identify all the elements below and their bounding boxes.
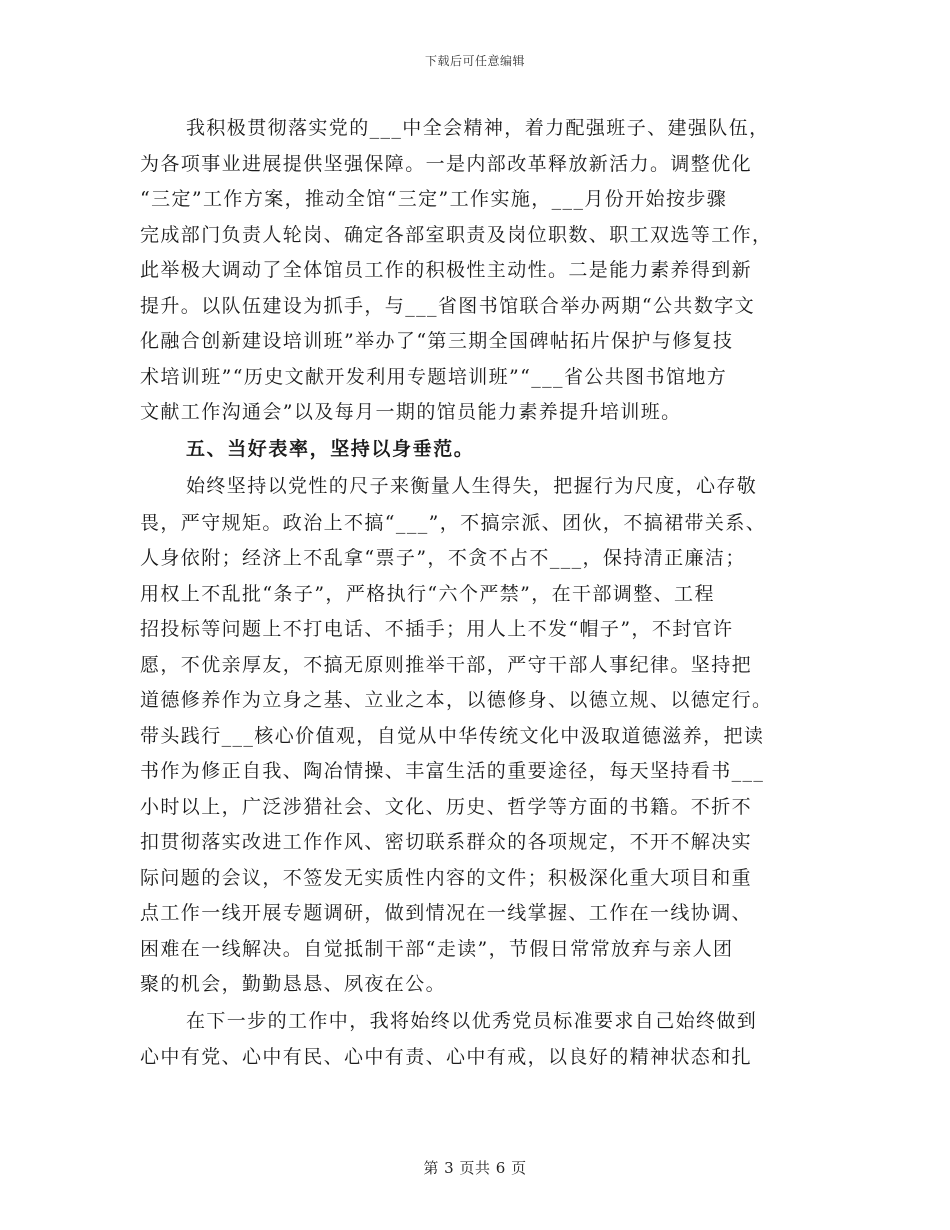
body-line: 愿，不优亲厚友，不搞无原则推举干部，严守干部人事纪律。坚持把	[140, 653, 753, 676]
body-line: 为各项事业进展提供坚强保障。一是内部改革释放新活力。调整优化	[140, 152, 753, 175]
document-body	[140, 111, 812, 1076]
body-line: “三定”工作方案，推动全馆“三定”工作实施，___月份开始按步骤	[140, 188, 728, 210]
body-line: 招投标等问题上不打电话、不插手；用人上不发“帽子”，不封官许	[140, 618, 734, 640]
body-line: 文献工作沟通会”以及每月一期的馆员能力素养提升培训班。	[140, 401, 682, 423]
body-line: 人身依附；经济上不乱拿“票子”，不贪不占不___，保持清正廉洁；	[140, 547, 746, 569]
body-line: 聚的机会，勤勤恳恳、夙夜在公。	[140, 973, 447, 995]
body-line: 心中有党、心中有民、心中有责、心中有戒，以良好的精神状态和扎	[140, 1046, 753, 1068]
body-line: 术培训班”“历史文献开发利用专题培训班”“___省公共图书馆地方	[140, 365, 728, 388]
body-line: 际问题的会议，不签发无实质性内容的文件；积极深化重大项目和重	[140, 866, 753, 889]
section-heading: 五、当好表率，坚持以身垂范。	[186, 437, 475, 460]
body-line: 小时以上，广泛涉猎社会、文化、历史、哲学等方面的书籍。不折不	[140, 795, 753, 818]
body-line: 化融合创新建设培训班”举办了“第三期全国碑帖拓片保护与修复技	[140, 330, 734, 352]
body-line: 书作为修正自我、陶冶情操、丰富生活的重要途径，每天坚持看书___	[140, 760, 765, 782]
page-footer: 第 3 页共 6 页	[423, 1159, 527, 1177]
body-line: 在下一步的工作中，我将始终以优秀党员标准要求自己始终做到	[186, 1009, 758, 1032]
body-line: 带头践行___核心价值观，自觉从中华传统文化中汲取道德滋养，把读	[140, 724, 765, 747]
body-line: 用权上不乱批“条子”，严格执行“六个严禁”，在干部调整、工程	[140, 582, 715, 605]
body-line: 困难在一线解决。自觉抵制干部“走读”，节假日常常放弃与亲人团	[140, 937, 734, 960]
body-line: 我积极贯彻落实党的___中全会精神，着力配强班子、建强队伍，	[186, 117, 770, 139]
body-line: 提升。以队伍建设为抓手，与___省图书馆联合举办两期“公共数字文	[140, 294, 756, 317]
body-line: 此举极大调动了全体馆员工作的积极性主动性。二是能力素养得到新	[140, 259, 753, 281]
page-header: 下载后可任意编辑	[424, 54, 525, 68]
body-line: 道德修养作为立身之基、立业之本，以德修身、以德立规、以德定行。	[140, 689, 773, 711]
body-line: 始终坚持以党性的尺子来衡量人生得失，把握行为尺度，心存敬	[186, 475, 758, 497]
body-line: 点工作一线开展专题调研，做到情况在一线掌握、工作在一线协调、	[140, 902, 753, 924]
body-line: 扣贯彻落实改进工作作风、密切联系群众的各项规定，不开不解决实	[140, 831, 753, 853]
body-line: 完成部门负责人轮岗、确定各部室职责及岗位职数、职工双选等工作，	[140, 223, 773, 246]
body-line: 畏，严守规矩。政治上不搞“___”，不搞宗派、团伙，不搞裙带关系、	[140, 511, 767, 534]
